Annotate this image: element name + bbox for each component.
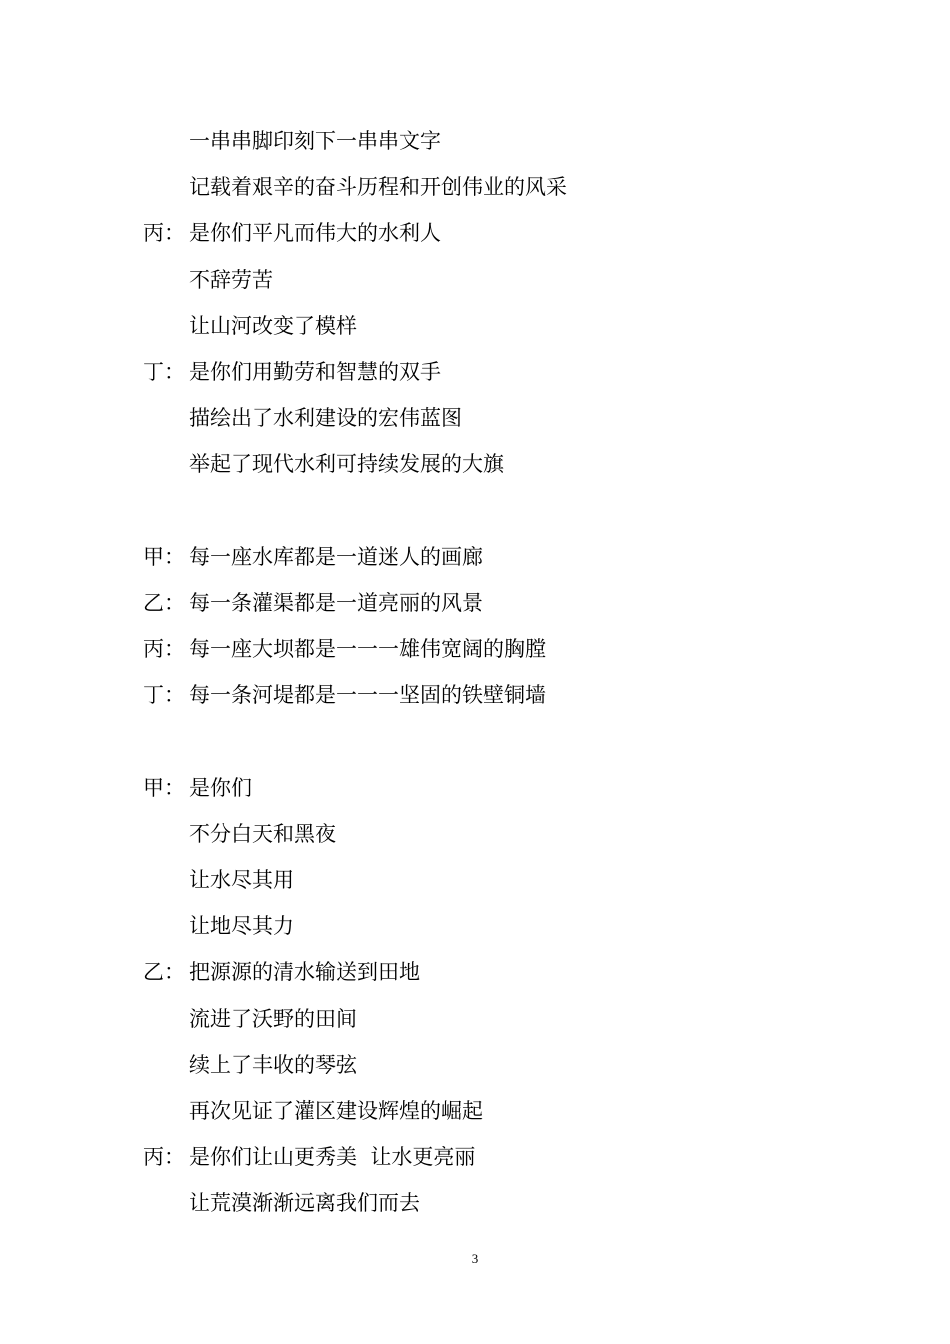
script-line	[143, 257, 843, 303]
line-text: 让山河改变了模样	[189, 313, 357, 338]
script-line	[143, 903, 843, 949]
line-text: 是你们用勤劳和智慧的双手	[189, 360, 441, 385]
script-line	[143, 349, 843, 395]
line-text: 是你们	[189, 775, 252, 800]
speaker-label: 丙：	[143, 221, 185, 246]
script-line	[143, 1134, 843, 1180]
script-line	[143, 164, 843, 210]
line-text: 描绘出了水利建设的宏伟蓝图	[189, 406, 462, 431]
script-line	[143, 580, 843, 626]
script-line	[143, 949, 843, 995]
script-line	[143, 996, 843, 1042]
line-text: 举起了现代水利可持续发展的大旗	[189, 452, 504, 477]
line-text: 不分白天和黑夜	[189, 821, 336, 846]
line-text: 每一条灌渠都是一道亮丽的风景	[189, 590, 483, 615]
page-number: 3	[471, 1251, 479, 1266]
script-line	[143, 534, 843, 580]
stanza-break	[143, 488, 843, 534]
line-text: 每一条河堤都是一一一坚固的铁壁铜墙	[189, 683, 546, 708]
line-text: 是你们平凡而伟大的水利人	[189, 221, 441, 246]
speaker-label: 丙：	[143, 637, 185, 662]
script-line	[143, 441, 843, 487]
script-line	[143, 303, 843, 349]
line-text: 让荒漠渐渐远离我们而去	[189, 1191, 420, 1216]
line-text: 流进了沃野的田间	[189, 1006, 357, 1031]
script-line	[143, 1088, 843, 1134]
script-line	[143, 857, 843, 903]
speaker-label: 丁：	[143, 683, 185, 708]
line-text: 续上了丰收的琴弦	[189, 1052, 357, 1077]
speaker-label: 乙：	[143, 590, 185, 615]
script-line	[143, 811, 843, 857]
script-line	[143, 765, 843, 811]
script-line	[143, 1042, 843, 1088]
speaker-label: 丁：	[143, 360, 185, 385]
line-text: 把源源的清水输送到田地	[189, 960, 420, 985]
script-line	[143, 626, 843, 672]
stanza-break	[143, 718, 843, 764]
line-text: 每一座水库都是一道迷人的画廊	[189, 544, 483, 569]
line-text: 再次见证了灌区建设辉煌的崛起	[189, 1099, 483, 1124]
line-text: 每一座大坝都是一一一雄伟宽阔的胸膛	[189, 637, 546, 662]
script-line	[143, 1180, 843, 1226]
script-line	[143, 672, 843, 718]
line-text: 让地尽其力	[189, 914, 294, 939]
script-text	[143, 118, 843, 1227]
script-line	[143, 118, 843, 164]
speaker-label: 乙：	[143, 960, 185, 985]
speaker-label: 丙：	[143, 1145, 185, 1170]
line-text: 让水尽其用	[189, 868, 294, 893]
script-line	[143, 210, 843, 256]
line-text: 不辞劳苦	[189, 267, 273, 292]
line-text: 记载着艰辛的奋斗历程和开创伟业的风采	[189, 175, 567, 200]
line-text: 一串串脚印刻下一串串文字	[189, 129, 441, 154]
speaker-label: 甲：	[143, 775, 185, 800]
script-line	[143, 395, 843, 441]
line-text: 是你们让山更秀美 让水更亮丽	[189, 1145, 476, 1170]
speaker-label: 甲：	[143, 544, 185, 569]
